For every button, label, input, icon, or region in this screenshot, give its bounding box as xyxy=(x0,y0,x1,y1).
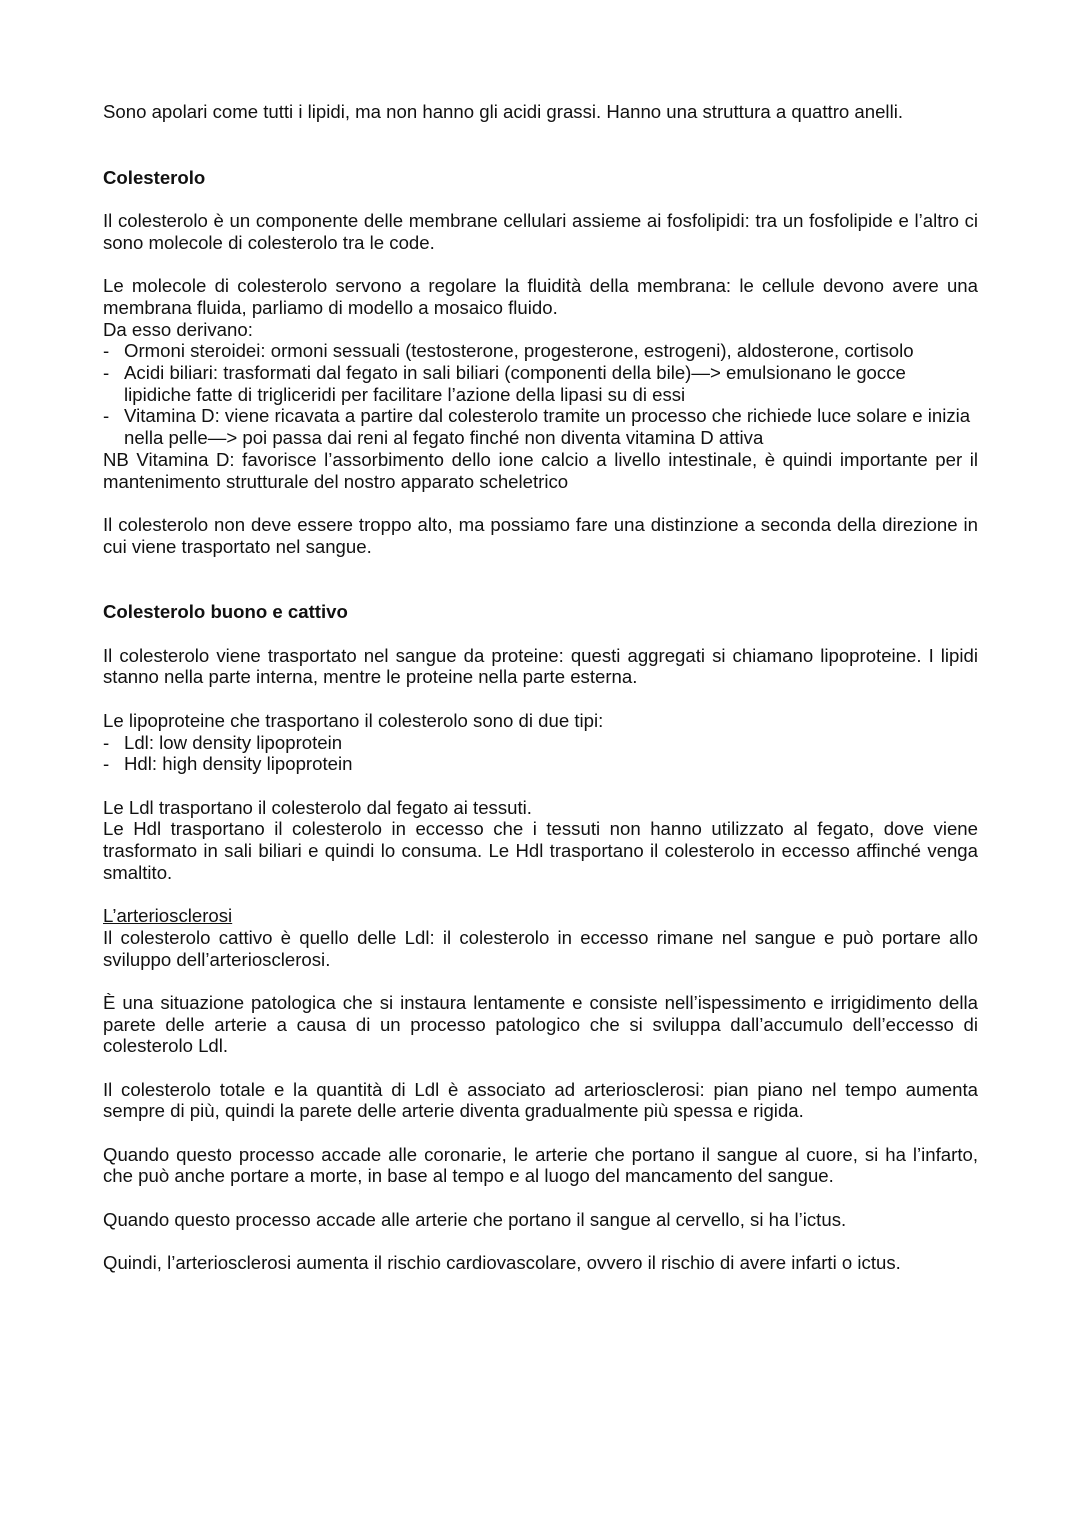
spacer xyxy=(103,492,978,514)
list-item-text: Acidi biliari: trasformati dal fegato in sali biliari (componenti della bile)—> emulsionano le gocce lipidiche fatte di trigliceridi per facilitare l’azione della lipasi su di essi xyxy=(124,362,906,405)
list-item-ldl xyxy=(103,732,978,754)
spacer xyxy=(103,1122,978,1144)
paragraph-membrane: Il colesterolo è un componente delle membrane cellulari assieme ai fosfolipidi: tra un fosfolipide e l’altro ci sono molecole di colesterolo tra le code. xyxy=(103,210,978,253)
paragraph-rischio: Quindi, l’arteriosclerosi aumenta il rischio cardiovascolare, ovvero il rischio di avere infarti o ictus. xyxy=(103,1252,901,1274)
list-item-ormoni xyxy=(103,340,978,362)
spacer xyxy=(103,188,978,210)
subheading-arteriosclerosi: L’arteriosclerosi xyxy=(103,905,233,927)
derivatives-list xyxy=(103,340,978,449)
list-item-text: Vitamina D: viene ricavata a partire dal colesterolo tramite un processo che richiede luce solare e inizia nella pelle—> poi passa dai reni al fegato finché non diventa vitamina D attiva xyxy=(124,405,971,449)
spacer xyxy=(103,254,978,276)
intro-paragraph: Sono apolari come tutti i lipidi, ma non hanno gli acidi grassi. Hanno una struttura a quattro anelli. xyxy=(103,101,903,122)
spacer xyxy=(103,970,978,992)
spacer xyxy=(103,623,978,645)
dash-bullet-icon: - xyxy=(103,405,110,427)
list-item-acidi-biliari xyxy=(103,362,978,405)
spacer xyxy=(103,775,978,797)
list-item-text: Hdl: high density lipoprotein xyxy=(124,753,353,775)
list-item-text: Ormoni steroidei: ormoni sessuali (testosterone, progesterone, estrogeni), aldosterone, cortisolo xyxy=(124,340,914,362)
spacer xyxy=(103,1231,978,1253)
section-heading-buono-cattivo: Colesterolo buono e cattivo xyxy=(103,601,348,623)
spacer xyxy=(103,557,978,601)
paragraph-colesterolo-totale: Il colesterolo totale e la quantità di Ldl è associato ad arteriosclerosi: pian piano nel tempo aumenta sempre di più, quindi la parete delle arterie diventa gradualmente più spessa e rigida. xyxy=(103,1078,978,1122)
paragraph-colesterolo-cattivo: Il colesterolo cattivo è quello delle Ldl: il colesterolo in eccesso rimane nel sangue e può portare allo sviluppo dell’arteriosclerosi. xyxy=(103,926,978,970)
derivatives-label: Da esso derivano: xyxy=(103,318,253,340)
dash-bullet-icon: - xyxy=(103,362,110,383)
dash-bullet-icon: - xyxy=(103,731,110,753)
list-item-hdl xyxy=(103,753,978,775)
paragraph-hdl: Le Hdl trasportano il colesterolo in eccesso che i tessuti non hanno utilizzato al fegato, dove viene trasformato in sali biliari e quindi lo consuma. Le Hdl trasportano il colesterolo in eccesso affinché venga smaltito. xyxy=(103,818,978,883)
types-label: Le lipoproteine che trasportano il colesterolo sono di due tipi: xyxy=(103,709,604,731)
paragraph-ictus: Quando questo processo accade alle arterie che portano il sangue al cervello, si ha l’ictus. xyxy=(103,1208,847,1230)
note-vitamina-d: NB Vitamina D: favorisce l’assorbimento dello ione calcio a livello intestinale, è quindi importante per il mantenimento strutturale del nostro apparato scheletrico xyxy=(103,448,978,492)
paragraph-coronarie: Quando questo processo accade alle coronarie, le arterie che portano il sangue al cuore, si ha l’infarto, che può anche portare a morte, in base al tempo e al luogo del mancamento del sangue. xyxy=(103,1143,978,1187)
document-page xyxy=(103,101,978,1274)
paragraph-lipoproteine: Il colesterolo viene trasportato nel sangue da proteine: questi aggregati si chiamano lipoproteine. I lipidi stanno nella parte interna, mentre le proteine nella parte esterna. xyxy=(103,644,978,688)
dash-bullet-icon: - xyxy=(103,340,110,362)
spacer xyxy=(103,688,978,710)
paragraph-direction: Il colesterolo non deve essere troppo alto, ma possiamo fare una distinzione a seconda della direzione in cui viene trasportato nel sangue. xyxy=(103,513,978,557)
paragraph-ldl: Le Ldl trasportano il colesterolo dal fegato ai tessuti. xyxy=(103,796,532,818)
section-heading-colesterolo: Colesterolo xyxy=(103,166,206,188)
spacer xyxy=(103,883,978,905)
list-item-vitamina-d xyxy=(103,405,978,448)
spacer xyxy=(103,1187,978,1209)
paragraph-situazione-patologica: È una situazione patologica che si instaura lentamente e consiste nell’ispessimento e irrigidimento della parete delle arterie a causa di un processo patologico che si sviluppa dall’accumulo dell’eccesso di colesterolo Ldl. xyxy=(103,991,978,1057)
list-item-text: Ldl: low density lipoprotein xyxy=(124,731,343,753)
spacer xyxy=(103,123,978,167)
paragraph-fluidity: Le molecole di colesterolo servono a regolare la fluidità della membrana: le cellule devono avere una membrana fluida, parliamo di modello a mosaico fluido. xyxy=(103,275,978,318)
dash-bullet-icon: - xyxy=(103,753,110,775)
spacer xyxy=(103,1057,978,1079)
lipoprotein-types-list xyxy=(103,732,978,775)
